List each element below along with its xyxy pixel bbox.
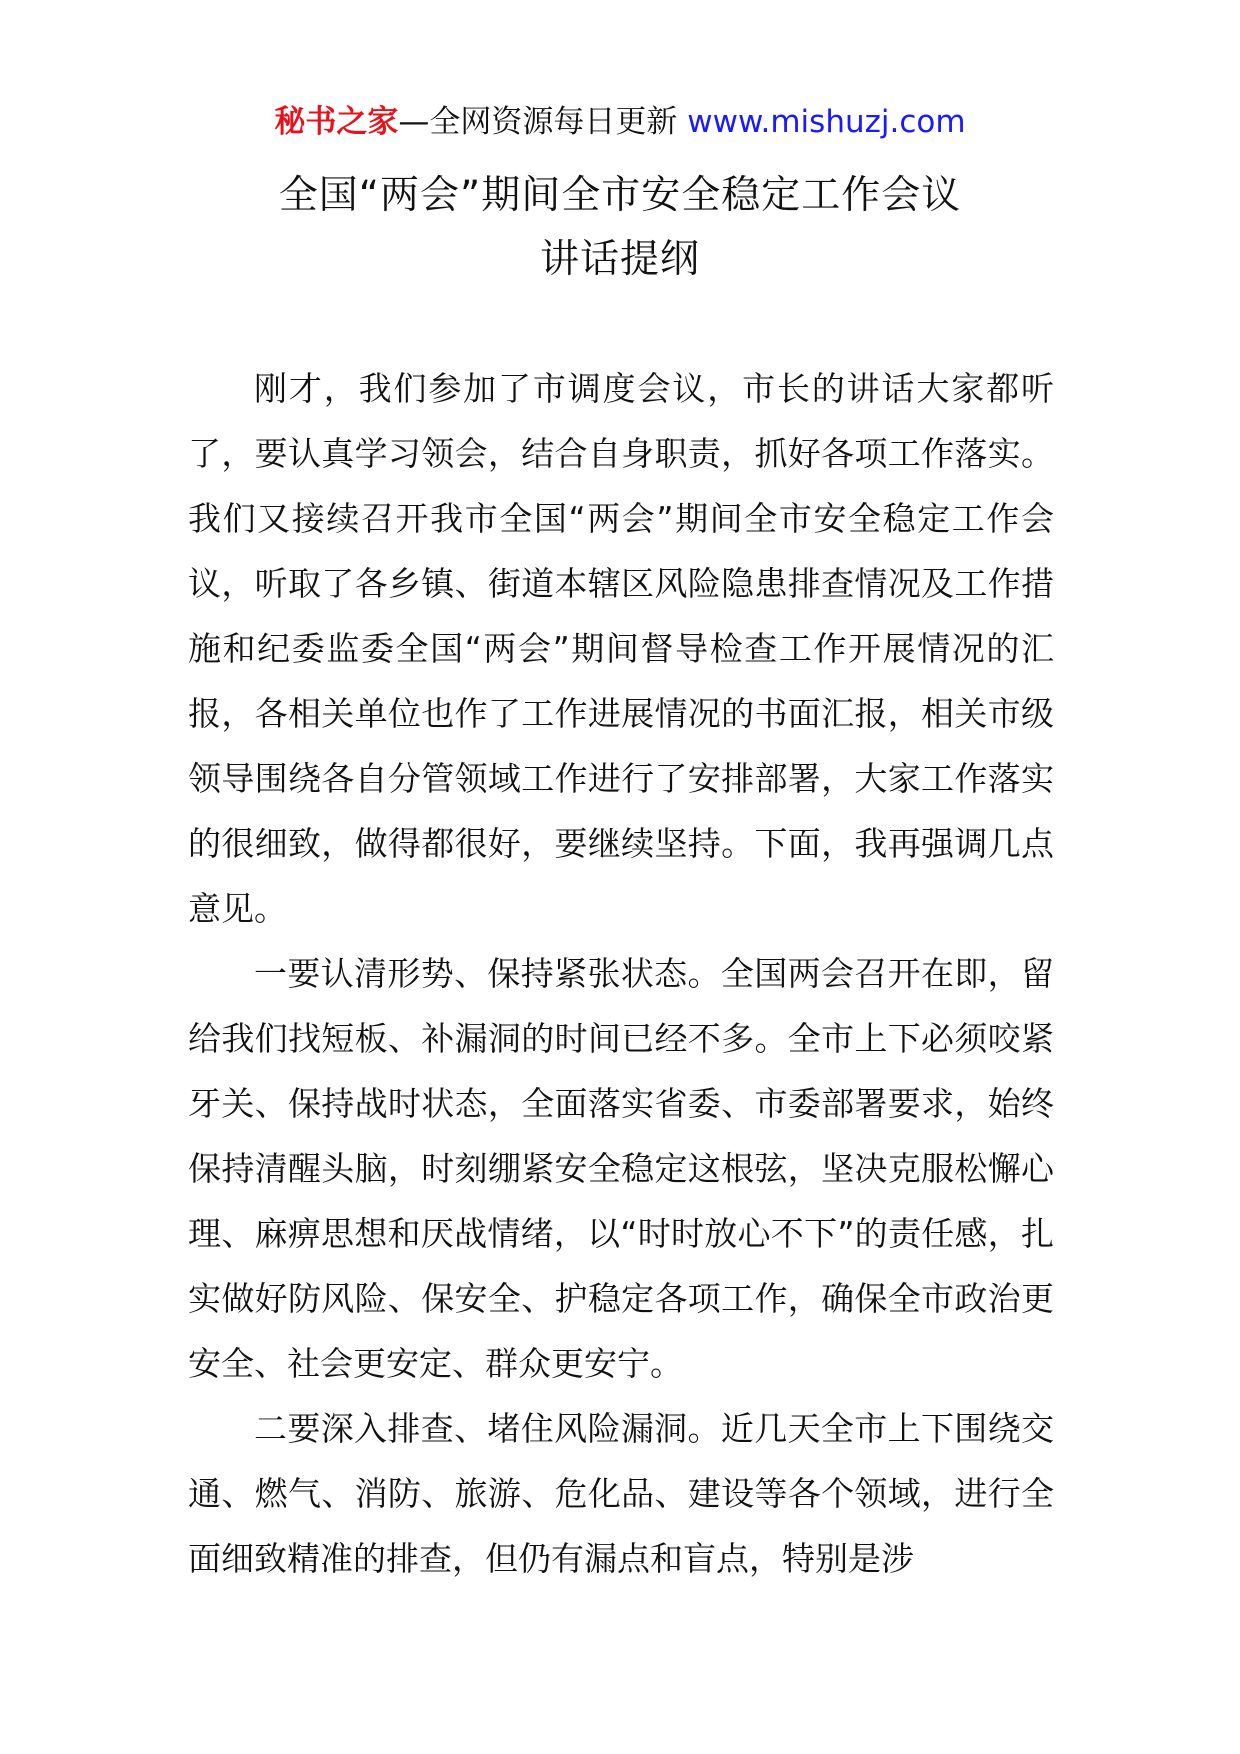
document-title <box>0 164 1240 292</box>
site-header <box>0 100 1240 144</box>
title-line-1: 全国“两会”期间全市安全稳定工作会议 <box>278 173 962 218</box>
paragraph-point-2: 二要深入排查、堵住风险漏洞。近几天全市上下围绕交通、燃气、消防、旅游、危化品、建设等各个领域，进行全面细致精准的排查，但仍有漏点和盲点，特别是涉 <box>188 1409 1054 1578</box>
paragraph-point-1: 一要认清形势、保持紧张状态。全国两会召开在即，留给我们找短板、补漏洞的时间已经不多。全市上下必须咬紧牙关、保持战时状态，全面落实省委、市委部署要求，始终保持清醒头脑，时刻绷紧安全稳定这根弦，坚决克服松懈心理、麻痹思想和厌战情绪，以“时时放心不下”的责任感，扎实做好防风险、保安全、护稳定各项工作，确保全市政治更安全、社会更安定、群众更安宁。 <box>188 954 1054 1383</box>
paragraph-intro: 刚才，我们参加了市调度会议，市长的讲话大家都听了，要认真学习领会，结合自身职责，抓好各项工作落实。我们又接续召开我市全国“两会”期间全市安全稳定工作会议，听取了各乡镇、街道本辖区风险隐患排查情况及工作措施和纪委监委全国“两会”期间督导检查工作开展情况的汇报，各相关单位也作了工作进展情况的书面汇报，相关市级领导围绕各自分管领域工作进行了安排部署，大家工作落实的很细致，做得都很好，要继续坚持。下面，我再强调几点意见。 <box>188 369 1054 928</box>
site-url-link[interactable]: www.mishuzj.com <box>687 104 966 140</box>
header-tagline: —全网资源每日更新 <box>398 104 678 140</box>
brand-name: 秘书之家 <box>274 104 399 140</box>
document-body <box>188 356 1054 1591</box>
title-line-2: 讲话提纲 <box>539 237 700 282</box>
